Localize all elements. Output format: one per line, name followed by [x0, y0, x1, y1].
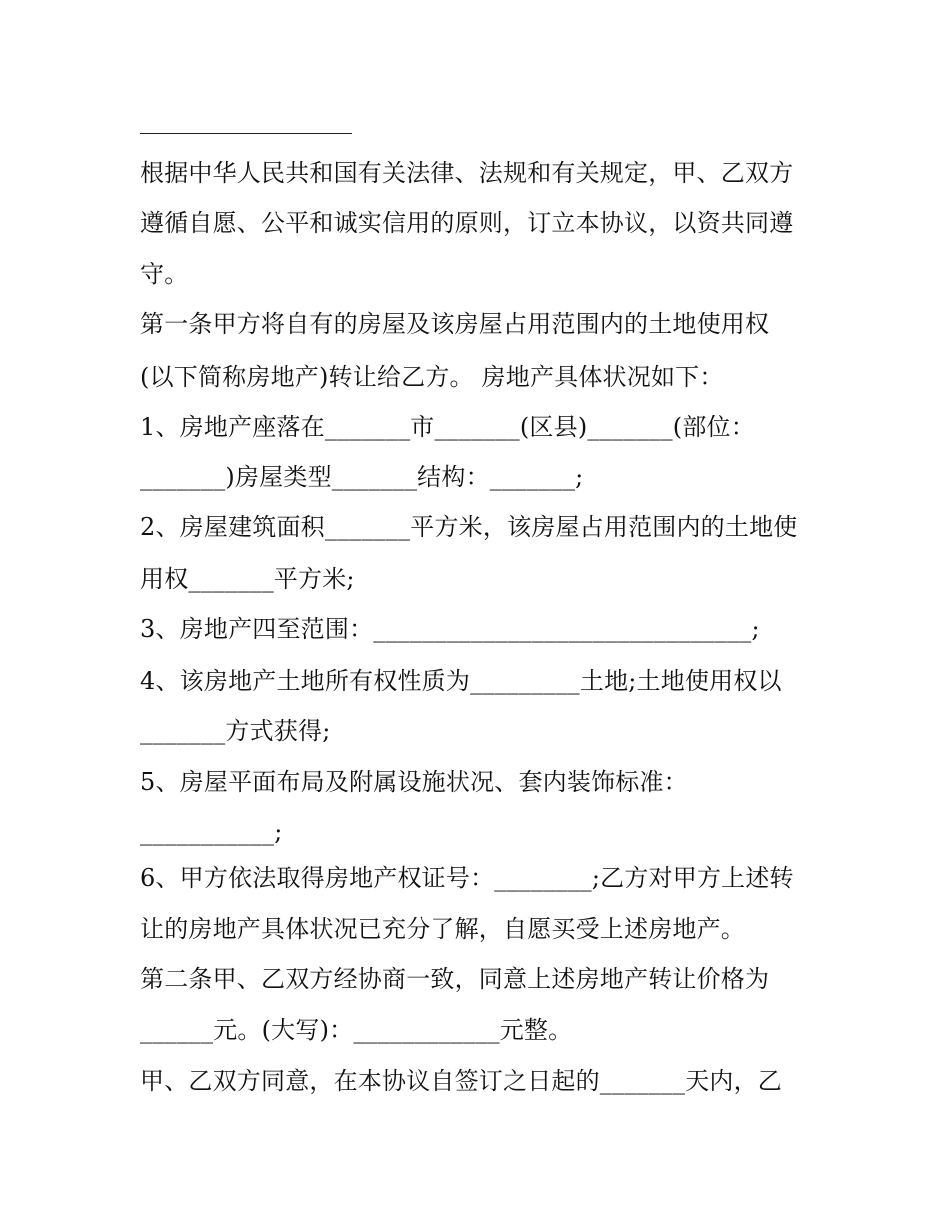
- signature-blank-line: [140, 133, 352, 134]
- text-line: 守。: [140, 260, 189, 288]
- text-line: ___________;: [140, 818, 283, 846]
- text-line: 根据中华人民共和国有关法律、法规和有关规定，甲、乙双方: [140, 159, 794, 187]
- text-line: _______)房屋类型_______结构：_______;: [140, 463, 584, 491]
- text-line: (以下简称房地产)转让给乙方。 房地产具体状况如下：: [140, 363, 724, 391]
- text-line: 6、甲方依法取得房地产权证号：________;乙方对甲方上述转: [140, 864, 794, 892]
- text-line: 4、该房地产土地所有权性质为_________土地;土地使用权以: [140, 667, 782, 695]
- text-line: 甲、乙双方同意，在本协议自签订之日起的_______天内，乙: [140, 1067, 782, 1095]
- text-line: 让的房地产具体状况已充分了解，自愿买受上述房地产。: [140, 915, 745, 943]
- text-line: ______元。(大写)：____________元整。: [140, 1016, 573, 1044]
- text-line: 1、房地产座落在_______市_______(区县)_______(部位：: [140, 413, 755, 441]
- text-line: 第一条甲方将自有的房屋及该房屋占用范围内的土地使用权: [140, 310, 770, 338]
- text-line: 5、房屋平面布局及附属设施状况、套内装饰标准：: [140, 768, 688, 796]
- text-line: 3、房地产四至范围：_______________________________;: [140, 615, 760, 643]
- text-line: 遵循自愿、公平和诚实信用的原则，订立本协议，以资共同遵: [140, 209, 794, 237]
- text-line: 2、房屋建筑面积_______平方米，该房屋占用范围内的土地使: [140, 513, 798, 541]
- text-line: 用权_______平方米;: [140, 565, 355, 593]
- text-line: _______方式获得;: [140, 717, 331, 745]
- text-line: 第二条甲、乙双方经协商一致，同意上述房地产转让价格为: [140, 965, 770, 993]
